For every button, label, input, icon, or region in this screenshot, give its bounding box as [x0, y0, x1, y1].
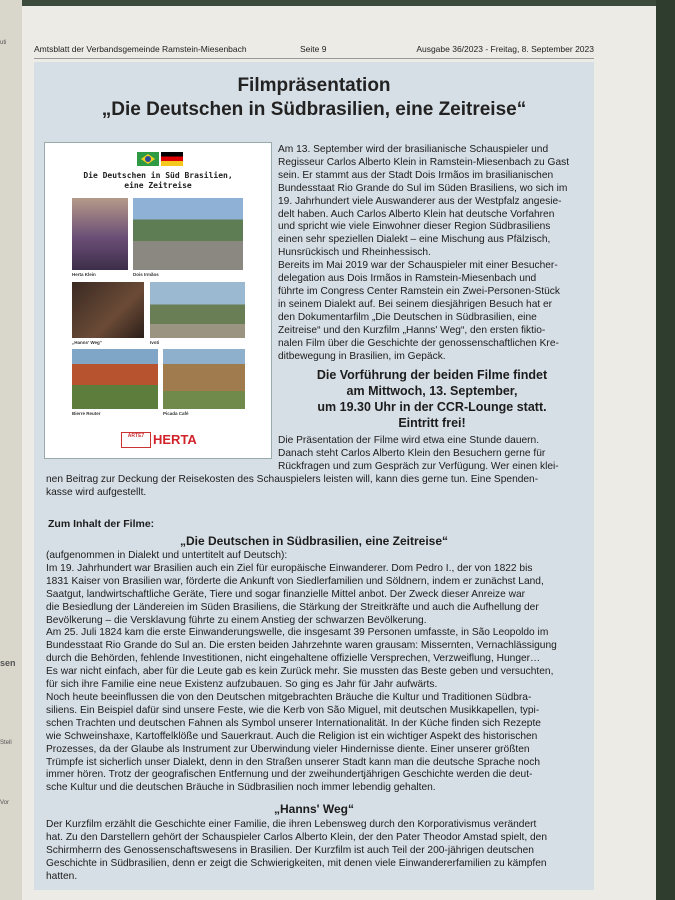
- sponsor-logo-small: ARTE7: [121, 432, 151, 448]
- text-line: Bundesstaat Rio Grande do Sul im Süden Brasiliens, wo sich im: [278, 182, 568, 194]
- adjacent-text: Stell: [0, 740, 12, 746]
- text-line: durch die Behörden, fehlende Investitionen, nicht eingehaltene offizielle Versprechen, Verzweiflung, Hunger…: [46, 653, 541, 665]
- poster-title-line2: eine Zeitreise: [124, 181, 192, 190]
- film-poster: [44, 142, 272, 459]
- photo-caption: Dois Irmãos: [133, 272, 159, 277]
- text-line: Bundesstaat Rio Grande do Sul an. Die ersten beiden Jahrzehnte waren grausam: Missernten, Vernachlässigung: [46, 640, 557, 652]
- header-divider: [34, 58, 594, 59]
- text-line: Am 13. September wird der brasilianische Schauspieler und: [278, 144, 549, 155]
- text-line: delt haben. Auch Carlos Alberto Klein hat deutsche Vorfahren: [278, 208, 555, 220]
- photo-caption: Ivoti: [150, 340, 160, 345]
- photo-town: [133, 198, 243, 270]
- content-heading: Zum Inhalt der Filme:: [48, 518, 155, 530]
- text-line: (aufgenommen in Dialekt und untertitelt auf Deutsch):: [46, 550, 288, 561]
- text-line: Regisseur Carlos Alberto Klein in Ramstein-Miesenbach zu Gast: [278, 156, 570, 168]
- text-line: in seinem Dialekt auf. Bei seinem diesjährigen Besuch hat er: [278, 298, 553, 310]
- text-line: nalen Film über die Geschichte der genossenschaftlichen Kre-: [278, 337, 559, 349]
- text-line: Am 25. Juli 1824 kam die erste Einwanderungswelle, die insgesamt 39 Personen umfasste, in São Leopoldo im: [46, 627, 549, 639]
- donation-text: [46, 474, 582, 500]
- adjacent-page-edge: [0, 0, 22, 900]
- text-line: Noch heute beeinflussen die von den Deutschen mitgebrachten Bräuche die Kultur und Traditionen Südbra-: [46, 691, 532, 703]
- article-title-line2: „Die Deutschen in Südbrasilien, eine Zeitreise“: [101, 99, 527, 120]
- text-line: immer hören. Trotz der geografischen Entfernung und der zweihundertjährigen Geschichte werden die deut-: [46, 769, 533, 781]
- text-line: Hunsrückisch und Rheinhessisch.: [278, 247, 431, 259]
- text-line: Prozesses, da der Glaube als Instrument zur Überwindung vieler Hindernisse diente. Einer unserer größten: [46, 743, 530, 755]
- photo-caption: Picada Café: [163, 411, 189, 416]
- text-line: hatten.: [46, 870, 78, 882]
- text-line: für sich ihre Familie eine neue Existenz aufzubauen. So ging es Jahr für Jahr aufwärts.: [46, 679, 438, 691]
- adjacent-text: uti: [0, 40, 7, 46]
- text-line: nen Beitrag zur Deckung der Reisekosten des Schauspielers leisten will, kann dies gerne tun. Eine Spenden-: [46, 474, 539, 485]
- film1-title: „Die Deutschen in Südbrasilien, eine Zeitreise“: [179, 534, 449, 548]
- photo-ivoti: [150, 282, 245, 338]
- photo-caption: Bierre Reuter: [72, 411, 101, 416]
- text-line: Saatgut, landwirtschaftliche Geräte, Tiere und sogar finanzielle Mittel anbot. Der Zweck dieser Anreize war: [46, 588, 526, 600]
- text-line: Danach steht Carlos Alberto Klein den Besuchern gerne für: [278, 447, 546, 459]
- text-line: Trümpfe ist sicherlich unser Dialekt, denn in den Straßen unserer Stadt kann man die deutsche Sprache noch: [46, 756, 540, 768]
- text-line: 1831 Kaiser von Brasilien war, förderte die Ankunft von Siedlerfamilien und Söldnern, indem er zunächst Land,: [46, 575, 544, 587]
- poster-title-line1: Die Deutschen in Süd Brasilien,: [83, 171, 233, 180]
- text-line: Zeitreise“ und den Kurzfilm „Hanns' Weg“, den ersten fiktio-: [278, 324, 546, 336]
- text-line: und spricht wie viele Einwohner dieser Region Südbrasiliens: [278, 221, 551, 233]
- adjacent-text: Vor: [0, 800, 10, 806]
- intro-text: [278, 144, 586, 363]
- sponsor-logo-herta: HERTA: [153, 432, 197, 447]
- event-line: am Mittwoch, 13. September,: [346, 384, 518, 398]
- photo-film-scene: [72, 282, 144, 338]
- film2-title: „Hanns' Weg“: [274, 802, 354, 816]
- text-line: Geschichte in Südbrasilien, denn er zeigt die Schwierigkeiten, mit denen viele Einwandererfamilien zu kämpfen: [46, 857, 547, 869]
- text-line: Im 19. Jahrhundert war Brasilien auch ein Ziel für europäische Einwanderer. Dom Pedro I., der von 1822 bis: [46, 562, 533, 574]
- text-line: einen sehr speziellen Dialekt – eine Mischung aus Pfälzisch,: [278, 234, 551, 246]
- germany-flag-icon: [161, 152, 183, 166]
- free-entry-note: Eintritt frei!: [398, 416, 466, 430]
- text-line: Bevölkerung – die Versklavung führte zu einem Anstieg der schwarzen Bevölkerung.: [46, 614, 427, 626]
- text-line: kasse wird aufgestellt.: [46, 486, 147, 498]
- photo-mill: [163, 349, 245, 409]
- text-line: Es war nicht einfach, aber für die Leute gab es kein Zurück mehr. Sie mussten das Beste geben und versuchten,: [46, 666, 554, 678]
- photo-caption: „Hanns' Weg“: [72, 340, 102, 345]
- event-line: Die Vorführung der beiden Filme findet: [316, 368, 548, 382]
- text-line: delegation aus Dois Irmãos in Ramstein-Miesenbach und: [278, 273, 537, 285]
- text-line: 19. Jahrhundert viele Auswanderer aus der Westpfalz angesie-: [278, 195, 562, 207]
- text-line: sche Kultur und die deutschen Bräuche in Südbrasilien noch immer lebendig gehalten.: [46, 782, 436, 794]
- text-line: hat. Zu den Darstellern gehört der Schauspieler Carlos Alberto Klein, der den Pater Theodor Amstad spielt, den: [46, 831, 547, 843]
- event-line: um 19.30 Uhr in der CCR-Lounge statt.: [317, 400, 547, 414]
- article-title-line1: Filmpräsentation: [237, 75, 391, 96]
- text-line: Schirmherrn des Genossenschaftswesens in Brasilien. Der Kurzfilm ist auch Teil der 200-jährigen deutschen: [46, 844, 534, 856]
- photo-house: [72, 349, 158, 409]
- text-line: siliens. Ein Beispiel dafür sind unsere Feste, wie die Kerb von São Miguel, mit deutschen Musikkapellen, typi-: [46, 704, 540, 716]
- brazil-flag-icon: [137, 152, 159, 166]
- film2-description: [46, 819, 582, 884]
- publication-name: Amtsblatt der Verbandsgemeinde Ramstein-Miesenbach: [34, 44, 247, 54]
- page-number: Seite 9: [300, 44, 327, 54]
- film1-description: [46, 550, 582, 795]
- after-event-text: [278, 435, 586, 474]
- text-line: den Dokumentarfilm „Die Deutschen in Südbrasilien, eine: [278, 311, 537, 323]
- text-line: ditbewegung in Brasilien, im Gepäck.: [278, 350, 446, 362]
- text-line: schen Trachten und deutschen Fahnen als Symbol unserer Internationalität. In der Küche finden sich Rezepte: [46, 717, 541, 729]
- text-line: sein. Er stammt aus der Stadt Dois Irmãos im brasilianischen: [278, 169, 554, 181]
- photo-actor: [72, 198, 128, 270]
- photo-caption: Herta Klein: [72, 272, 96, 277]
- text-line: wie Schweinshaxe, Kartoffelklöße und Sauerkraut. Auch die Religion ist ein wichtiger Aspekt des historischen: [46, 730, 538, 742]
- text-line: Bereits im Mai 2019 war der Schauspieler mit einer Besucher-: [278, 260, 558, 272]
- text-line: Rückfragen und zum Gespräch zur Verfügung. Wer einen klei-: [278, 460, 559, 472]
- page-header: [34, 44, 594, 58]
- issue-date: Ausgabe 36/2023 - Freitag, 8. September 2023: [416, 44, 594, 54]
- text-line: führte im Congress Center Ramstein ein Zwei-Personen-Stück: [278, 285, 560, 297]
- text-line: die Besiedlung der Ländereien im Süden Brasiliens, die Stärkung der Streitkräfte und auch die Aufhellung der: [46, 601, 539, 613]
- adjacent-text: sen: [0, 658, 16, 668]
- article-box: [34, 62, 594, 890]
- text-line: Die Präsentation der Filme wird etwa eine Stunde dauern.: [278, 435, 540, 446]
- background-edge: [656, 0, 675, 900]
- text-line: Der Kurzfilm erzählt die Geschichte einer Familie, die ihren Lebensweg durch den Korporativismus verändert: [46, 819, 537, 830]
